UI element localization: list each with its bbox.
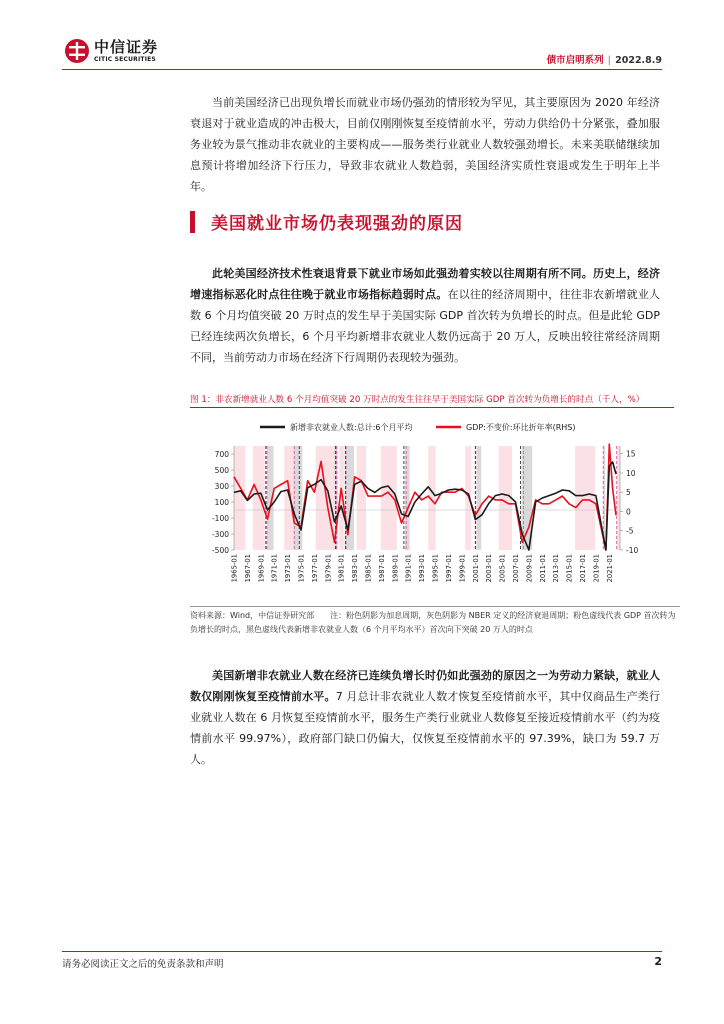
x-tick-label: 1997-01	[444, 554, 453, 583]
left-tick-label: -100	[211, 514, 229, 523]
recession-shading	[294, 446, 303, 550]
left-tick-label: 100	[214, 498, 229, 507]
rate-hike-shading	[575, 446, 595, 550]
x-tick-label: 2007-01	[511, 554, 520, 583]
x-tick-label: 2011-01	[538, 554, 547, 583]
x-tick-label: 1973-01	[284, 554, 293, 583]
x-tick-label: 1971-01	[270, 554, 279, 583]
page-number: 2	[654, 955, 662, 968]
x-tick-label: 1975-01	[297, 554, 306, 583]
rate-hike-shading	[499, 446, 512, 550]
x-tick-label: 1991-01	[404, 554, 413, 583]
x-tick-label: 1969-01	[257, 554, 266, 583]
right-tick-label: 5	[626, 488, 631, 498]
x-tick-label: 1989-01	[391, 554, 400, 583]
figure-source-note: 资料来源：Wind，中信证券研究部 注：粉色阴影为加息周期，灰色阴影为 NBER 定义的经济衰退周期；粉色虚线代表 GDP 首次转为负增长的时点，黑色虚线代表新增非农就业人数（6 个月平均水平）首次向下突破 20 万人的时点	[190, 606, 680, 637]
recession-shading	[405, 446, 410, 550]
x-tick-label: 1967-01	[243, 554, 252, 583]
figure-title: 图 1：非农新增就业人数 6 个月均值突破 20 万时点的发生往往早于美国实际 GDP 首次转为负增长的时点（千人，%）	[190, 393, 674, 408]
section-heading	[190, 209, 463, 234]
paragraph-lead: 美国新增非农就业人数在经济已连续负增长时仍如此强劲的原因之一为劳动力紧缺，就业人数仅刚刚恢复至疫情前水平。	[190, 669, 660, 703]
x-tick-label: 2017-01	[578, 554, 587, 583]
x-tick-label: 1977-01	[310, 554, 319, 583]
right-tick-label: 10	[626, 468, 636, 478]
header-divider	[62, 69, 662, 70]
company-logo	[64, 38, 158, 64]
intro-paragraph: 当前美国经济已出现负增长而就业市场仍强劲的情形较为罕见，其主要原因为 2020 年经济衰退对于就业造成的冲击极大，目前仅刚刚恢复至疫情前水平，劳动力供给仍十分紧张，叠加服务业较为景气推动非农就业的主要构成——服务类行业就业人数较强劲增长。未来美联储继续加息预计将增加经济下行压力，导致非农就业人数趋弱，美国经济实质性衰退或发生于明年上半年。	[190, 96, 660, 193]
left-tick-label: 700	[214, 450, 229, 459]
right-tick-label: -5	[626, 526, 634, 536]
left-tick-label: 500	[214, 466, 229, 475]
x-tick-label: 1993-01	[418, 554, 427, 583]
left-tick-label: -300	[211, 530, 229, 539]
rate-hike-shading	[234, 446, 245, 550]
right-tick-label: 0	[626, 507, 631, 517]
left-tick-label: 300	[214, 482, 229, 491]
x-tick-label: 2021-01	[605, 554, 614, 583]
section-title: 美国就业市场仍表现强劲的原因	[211, 214, 463, 234]
x-tick-label: 2009-01	[525, 554, 534, 583]
paragraph-body: 在以往的经济周期中，往往非农新增就业人数 6 个月均值突破 20 万时点的发生早于美国实际 GDP 首次转为负增长的时点。但是此轮 GDP 已经连续两次负增长，6 个月平均新增非农就业人数仍远高于 20 万人，反映出较往常经济周期不同，当前劳动力市场在经济下行周期仍表现较为强劲。	[190, 288, 661, 364]
left-tick-label: -500	[211, 546, 229, 555]
x-tick-label: 1995-01	[431, 554, 440, 583]
x-tick-label: 1965-01	[230, 554, 239, 583]
x-tick-label: 2013-01	[552, 554, 561, 583]
legend-label-payrolls: 新增非农就业人数:总计:6个月平均	[290, 423, 413, 432]
page-header	[0, 0, 724, 70]
header-separator: |	[607, 55, 612, 66]
x-tick-label: 1981-01	[337, 554, 346, 583]
paragraph-body: 7 月总计非农就业人数才恢复至疫情前水平，其中仅商品生产类行业就业人数在 6 月恢复至疫情前水平，服务生产类行业就业人数修复至接近疫情前水平（约为疫情前水平 99.97%），政府部门缺口仍偏大，仅恢复至疫情前水平的 97.39%，缺口为 59.7 万人。	[190, 690, 661, 766]
section-marker	[190, 211, 195, 233]
citic-logo-icon	[64, 38, 90, 64]
report-meta	[547, 52, 662, 66]
x-tick-label: 1999-01	[458, 554, 467, 583]
x-tick-label: 1985-01	[364, 554, 373, 583]
payroll-gdp-chart	[190, 410, 670, 610]
paragraph-labor-shortage	[190, 665, 660, 770]
report-series: 债市启明系列	[546, 55, 604, 66]
report-date: 2022.8.9	[615, 55, 662, 66]
footer-divider	[62, 951, 662, 952]
logo-name-en: CITIC SECURITIES	[94, 55, 156, 63]
x-tick-label: 2003-01	[485, 554, 494, 583]
paragraph-lead: 此轮美国经济技术性衰退背景下就业市场如此强劲着实较以往周期有所不同。历史上，经济增速指标恶化时点往往晚于就业市场指标趋弱时点。	[190, 267, 660, 301]
paragraph-employment-strength	[190, 263, 660, 368]
rate-hike-shading	[357, 446, 366, 550]
x-tick-label: 2015-01	[565, 554, 574, 583]
legend-label-gdp: GDP:不变价:环比折年率(RHS)	[466, 423, 576, 432]
x-tick-label: 2019-01	[592, 554, 601, 583]
right-tick-label: -10	[626, 546, 639, 555]
recession-shading	[477, 446, 482, 550]
x-tick-label: 1983-01	[351, 554, 360, 583]
logo-name-cn: 中信证券	[94, 37, 159, 56]
x-tick-label: 2005-01	[498, 554, 507, 583]
rate-hike-shading	[617, 446, 620, 550]
x-tick-label: 1979-01	[324, 554, 333, 583]
x-tick-label: 2001-01	[471, 554, 480, 583]
right-tick-label: 15	[626, 449, 636, 459]
rate-hike-shading	[381, 446, 397, 550]
x-tick-label: 1987-01	[377, 554, 386, 583]
disclaimer-link[interactable]: 请务必阅读正文之后的免责条款和声明	[62, 959, 224, 970]
